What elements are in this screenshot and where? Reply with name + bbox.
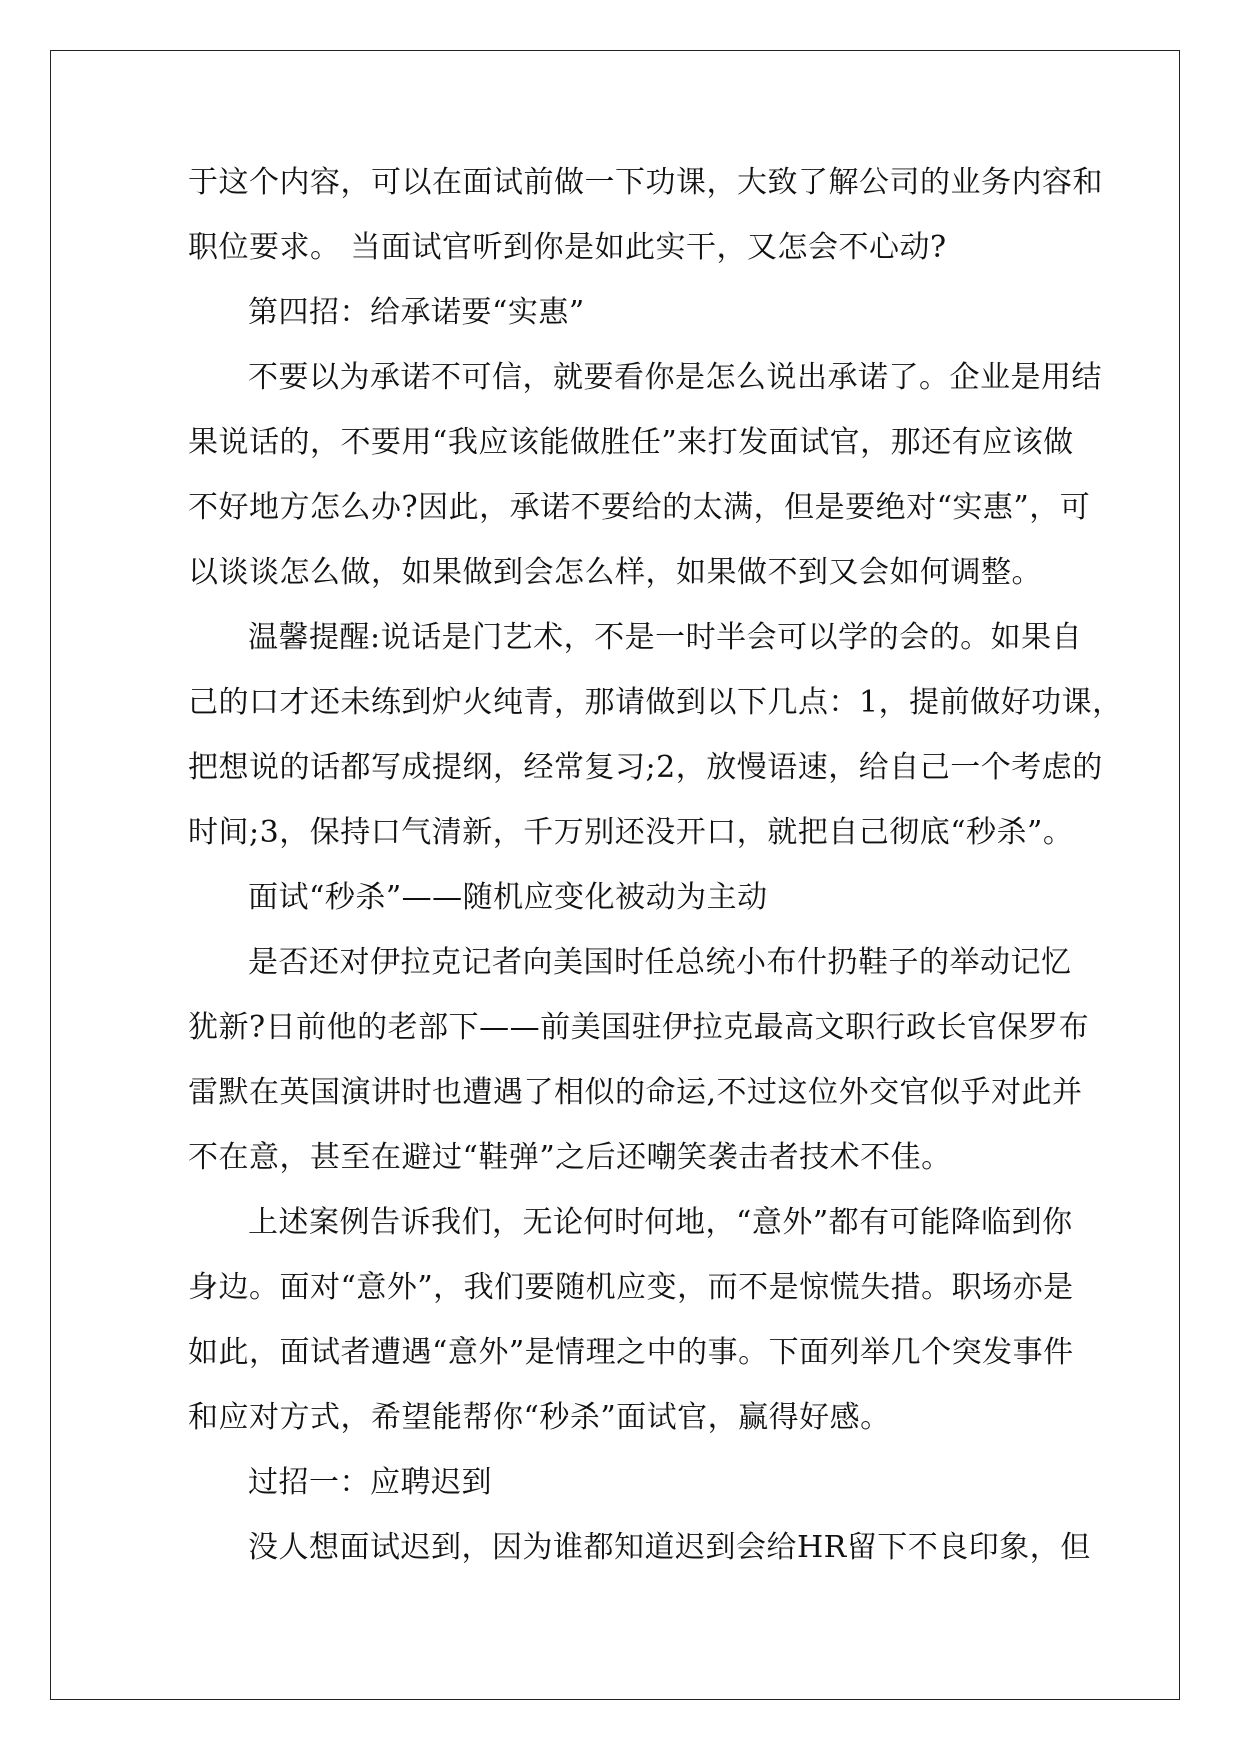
text-line: 把想说的话都写成提纲，经常复习;2，放慢语速，给自己一个考虑的	[188, 750, 1103, 785]
text-line: 上述案例告诉我们，无论何时何地，“意外”都有可能降临到你	[248, 1205, 1073, 1240]
section-heading: 第四招：给承诺要“实惠”	[248, 295, 585, 330]
text-line: 是否还对伊拉克记者向美国时任总统小布什扔鞋子的举动记忆	[248, 945, 1072, 980]
text-line: 职位要求。 当面试官听到你是如此实干，又怎会不心动?	[188, 230, 947, 265]
text-line: 犹新?日前他的老部下——前美国驻伊拉克最高文职行政长官保罗布	[188, 1010, 1090, 1045]
text-line: 时间;3，保持口气清新，千万别还没开口，就把自己彻底“秒杀”。	[188, 815, 1074, 850]
section-heading: 过招一：应聘迟到	[248, 1465, 492, 1500]
text-line: 以谈谈怎么做，如果做到会怎么样，如果做不到又会如何调整。	[188, 555, 1042, 590]
text-line: 于这个内容，可以在面试前做一下功课，大致了解公司的业务内容和	[188, 165, 1103, 200]
text-line: 没人想面试迟到，因为谁都知道迟到会给HR留下不良印象，但	[248, 1530, 1091, 1565]
text-line: 己的口才还未练到炉火纯青，那请做到以下几点：1，提前做好功课，	[188, 685, 1123, 720]
text-line: 身边。面对“意外”，我们要随机应变，而不是惊慌失措。职场亦是	[188, 1270, 1074, 1305]
text-line: 温馨提醒:说话是门艺术，不是一时半会可以学的会的。如果自	[248, 620, 1083, 655]
text-line: 和应对方式，希望能帮你“秒杀”面试官，赢得好感。	[188, 1400, 891, 1435]
text-line: 不要以为承诺不可信，就要看你是怎么说出承诺了。企业是用结	[248, 360, 1102, 395]
document-body	[188, 150, 1123, 1580]
text-line: 果说话的，不要用“我应该能做胜任”来打发面试官，那还有应该做	[188, 425, 1074, 460]
text-line: 不在意，甚至在避过“鞋弹”之后还嘲笑袭击者技术不佳。	[188, 1140, 952, 1175]
section-heading: 面试“秒杀”——随机应变化被动为主动	[248, 880, 768, 915]
text-line: 雷默在英国演讲时也遭遇了相似的命运,不过这位外交官似乎对此并	[188, 1075, 1083, 1110]
text-line: 如此，面试者遭遇“意外”是情理之中的事。下面列举几个突发事件	[188, 1335, 1074, 1370]
text-line: 不好地方怎么办?因此，承诺不要给的太满，但是要绝对“实惠”，可	[188, 490, 1091, 525]
